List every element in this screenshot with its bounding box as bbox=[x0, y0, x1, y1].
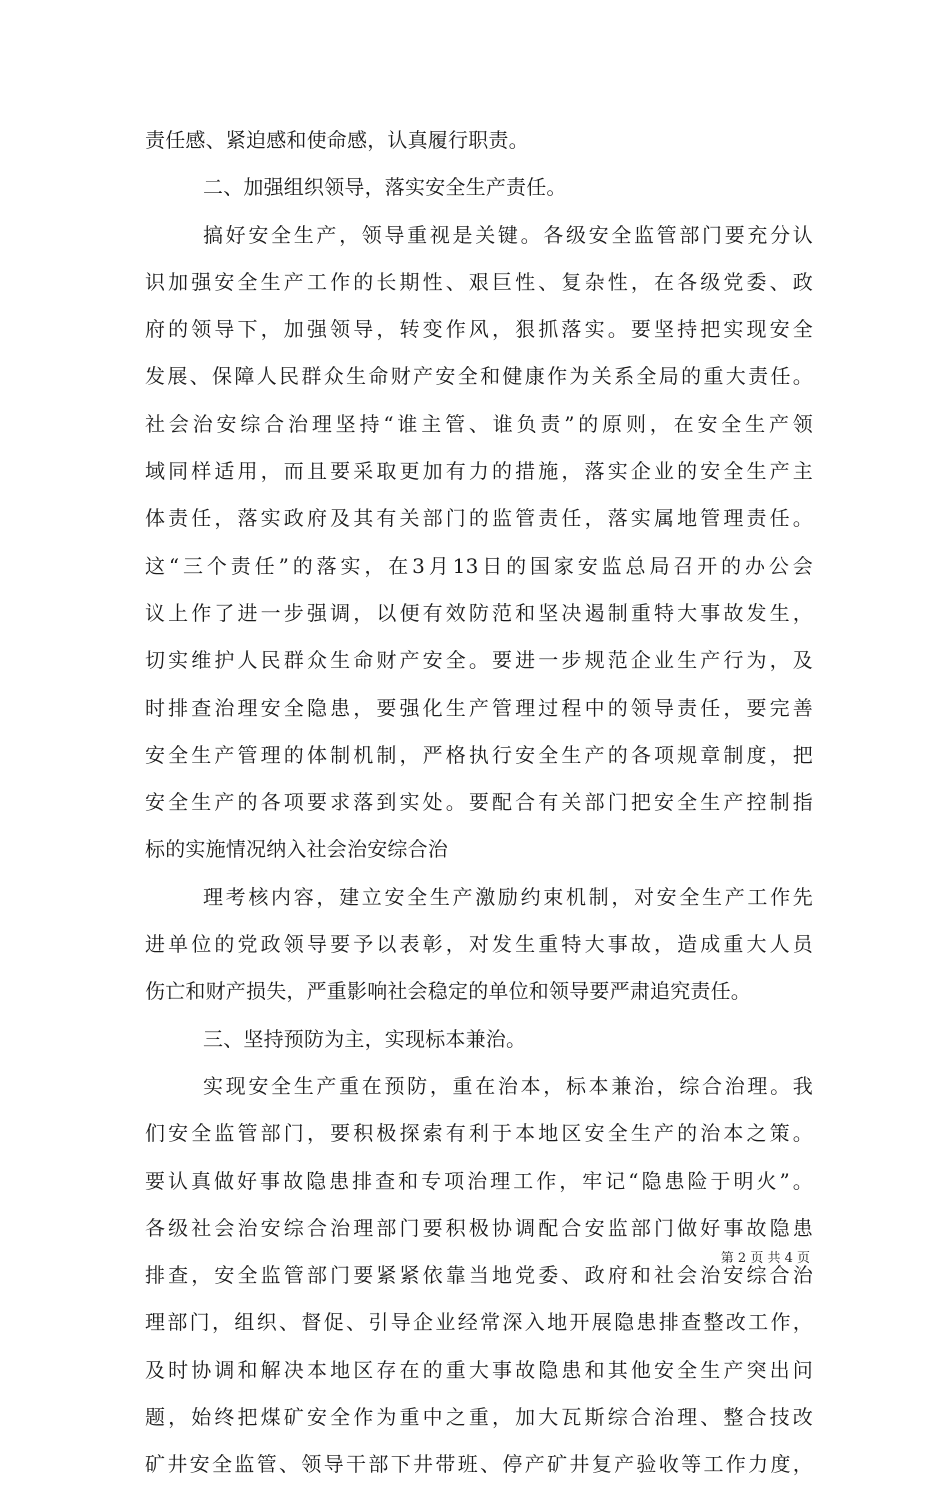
text-line: 时排查治理安全隐患，要强化生产管理过程中的领导责任，要完善 bbox=[145, 695, 813, 720]
text-line: 域同样适用，而且要采取更加有力的措施，落实企业的安全生产主 bbox=[145, 459, 813, 484]
text-line: 标的实施情况纳入社会治安综合治 bbox=[145, 837, 448, 862]
text-line: 理部门，组织、督促、引导企业经常深入地开展隐患排查整改工作， bbox=[145, 1310, 813, 1335]
text-line: 题，始终把煤矿安全作为重中之重，加大瓦斯综合治理、整合技改 bbox=[145, 1405, 813, 1430]
text-line: 责任感、紧迫感和使命感，认真履行职责。 bbox=[145, 128, 529, 152]
text-line: 安全生产的各项要求落到实处。要配合有关部门把安全生产控制指 bbox=[145, 790, 813, 815]
text-line: 这“三个责任”的落实，在3月13日的国家安监总局召开的办公会 bbox=[145, 553, 813, 578]
section-heading: 二、加强组织领导，落实安全生产责任。 bbox=[203, 175, 567, 200]
text-line: 各级社会治安综合治理部门要积极协调配合安监部门做好事故隐患 bbox=[145, 1215, 813, 1240]
text-line: 体责任，落实政府及其有关部门的监管责任，落实属地管理责任。 bbox=[145, 506, 813, 531]
text-line: 实现安全生产重在预防，重在治本，标本兼治，综合治理。我 bbox=[203, 1073, 813, 1098]
text-line: 进单位的党政领导要予以表彰，对发生重特大事故，造成重大人员 bbox=[145, 932, 813, 957]
section-heading: 三、坚持预防为主，实现标本兼治。 bbox=[203, 1026, 527, 1051]
text-line: 伤亡和财产损失，严重影响社会稳定的单位和领导要严肃追究责任。 bbox=[145, 979, 751, 1004]
text-line: 们安全监管部门，要积极探索有利于本地区安全生产的治本之策。 bbox=[145, 1121, 813, 1146]
text-line: 排查，安全监管部门要紧紧依靠当地党委、政府和社会治安综合治 bbox=[145, 1263, 813, 1288]
text-line: 矿井安全监管、领导干部下井带班、停产矿井复产验收等工作力度， bbox=[145, 1452, 813, 1477]
text-line: 搞好安全生产，领导重视是关键。各级安全监管部门要充分认 bbox=[203, 222, 813, 247]
text-line: 议上作了进一步强调，以便有效防范和坚决遏制重特大事故发生， bbox=[145, 600, 813, 625]
text-line: 安全生产管理的体制机制，严格执行安全生产的各项规章制度，把 bbox=[145, 742, 813, 767]
text-line: 识加强安全生产工作的长期性、艰巨性、复杂性，在各级党委、政 bbox=[145, 269, 813, 294]
page-number: 第 2 页 共 4 页 bbox=[720, 1251, 810, 1266]
document-body bbox=[145, 117, 813, 1489]
text-line: 府的领导下，加强领导，转变作风，狠抓落实。要坚持把实现安全 bbox=[145, 317, 813, 342]
text-line: 社会治安综合治理坚持“谁主管、谁负责”的原则，在安全生产领 bbox=[145, 411, 813, 436]
text-line: 发展、保障人民群众生命财产安全和健康作为关系全局的重大责任。 bbox=[145, 364, 813, 389]
text-line: 及时协调和解决本地区存在的重大事故隐患和其他安全生产突出问 bbox=[145, 1357, 813, 1382]
text-line: 要认真做好事故隐患排查和专项治理工作，牢记“隐患险于明火”。 bbox=[145, 1168, 813, 1193]
text-line: 理考核内容，建立安全生产激励约束机制，对安全生产工作先 bbox=[203, 884, 813, 909]
text-line: 切实维护人民群众生命财产安全。要进一步规范企业生产行为，及 bbox=[145, 648, 813, 673]
